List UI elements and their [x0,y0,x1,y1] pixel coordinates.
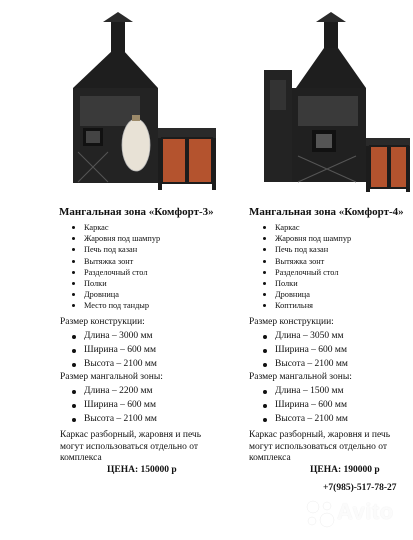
list-item: Высота – 2100 мм [263,413,348,427]
features-list [263,222,351,312]
construction-size-heading: Размер конструкции: [60,317,145,327]
list-item: Длина – 3000 мм [72,330,157,344]
list-item: Разделочный стол [263,267,351,278]
list-item: Дровница [72,289,160,300]
list-item: Жаровня под шампур [72,233,160,244]
phone-number: +7(985)-517-78-27 [323,483,397,493]
product-note: Каркас разборный, жаровня и печь могут использоваться отдельно от комплекса [60,430,202,463]
list-item: Полки [263,278,351,289]
list-item: Печь под казан [72,244,160,255]
list-item: Каркас [263,222,351,233]
list-item: Ширина – 600 мм [263,399,348,413]
avito-logo-icon [303,497,337,531]
grill-zone-size-list [72,385,157,426]
list-item: Высота – 2100 мм [72,413,157,427]
list-item: Полки [72,278,160,289]
product-title: Мангальная зона «Комфорт-3» [59,206,214,218]
list-item: Длина – 1500 мм [263,385,348,399]
construction-size-list [263,330,348,371]
watermark-text: Avito [337,499,394,524]
list-item: Печь под казан [263,244,351,255]
product-note: Каркас разборный, жаровня и печь могут использоваться отдельно от комплекса [249,430,391,463]
grill-zone-size-heading: Размер мангальной зоны: [249,372,352,382]
list-item: Высота – 2100 мм [72,358,157,372]
list-item: Вытяжка зонт [263,256,351,267]
list-item: Ширина – 600 мм [72,399,157,413]
list-item: Высота – 2100 мм [263,358,348,372]
list-item: Длина – 3050 мм [263,330,348,344]
grill-zone-size-list [263,385,348,426]
list-item: Каркас [72,222,160,233]
price-label: ЦЕНА: 150000 р [107,465,177,475]
list-item: Разделочный стол [72,267,160,278]
construction-size-heading: Размер конструкции: [249,317,334,327]
list-item: Вытяжка зонт [72,256,160,267]
list-item: Длина – 2200 мм [72,385,157,399]
list-item: Коптильня [263,300,351,311]
product-card-komfort-4 [206,0,412,540]
list-item: Место под тандыр [72,300,160,311]
grill-zone-size-heading: Размер мангальной зоны: [60,372,163,382]
grill-zone-komfort-4-image [246,10,411,200]
grill-zone-komfort-3-image [58,10,218,200]
construction-size-list [72,330,157,371]
list-item: Жаровня под шампур [263,233,351,244]
features-list [72,222,160,312]
list-item: Дровница [263,289,351,300]
list-item: Ширина – 600 мм [72,344,157,358]
price-label: ЦЕНА: 190000 р [310,465,380,475]
avito-watermark [303,497,403,533]
list-item: Ширина – 600 мм [263,344,348,358]
product-title: Мангальная зона «Комфорт-4» [249,206,404,218]
